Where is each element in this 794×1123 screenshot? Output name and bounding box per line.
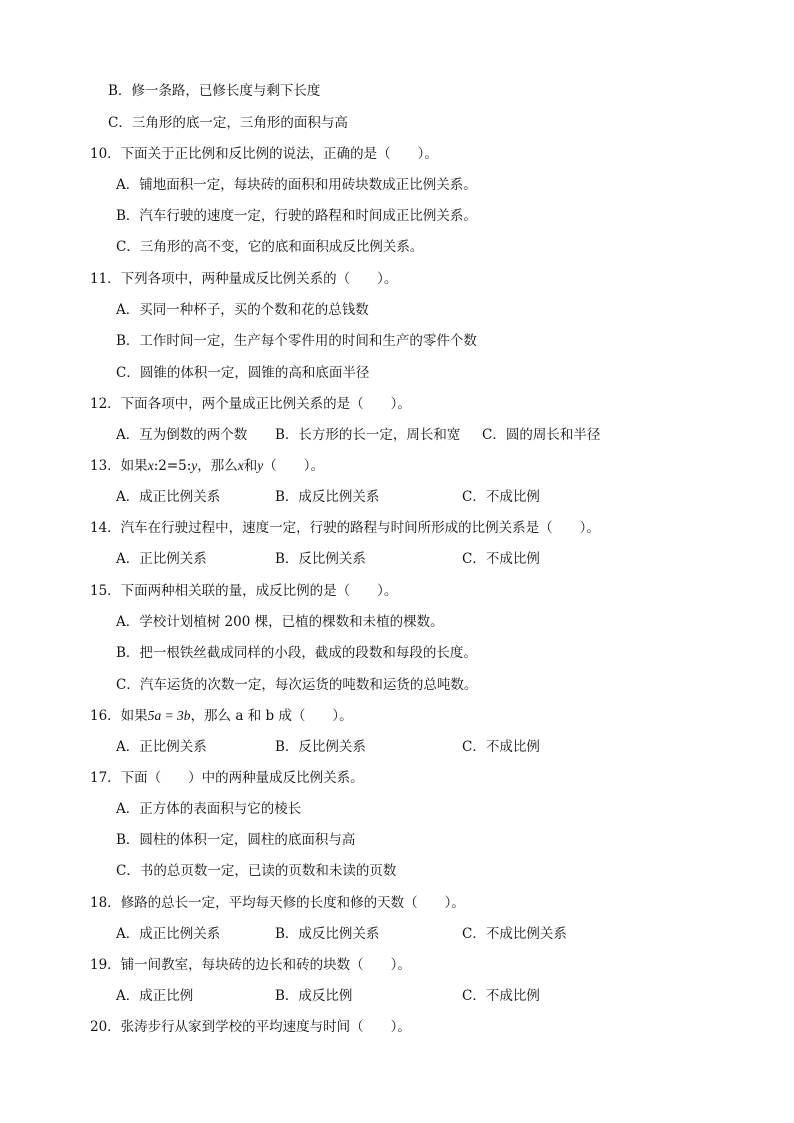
q13-var-y2: y [257,458,264,473]
q11-option-a: A．买同一种杯子，买的个数和花的总钱数 [116,302,369,318]
q14-option-b: B．反比例关系 [275,551,366,567]
q13-and: 和 [243,458,258,474]
q15-option-a: A．学校计划植树 200 棵，已植的棵数和未植的棵数。 [116,614,444,630]
question-17: 17．下面（ ）中的两种量成反比例关系。 [90,770,364,786]
q12-option-b: B．长方形的长一定，周长和宽 [275,427,461,443]
q19-option-a: A．成正比例 [116,988,194,1004]
q13-var-y: y [191,458,198,473]
q13-prefix: 13．如果 [90,458,148,474]
q16-equation: 5a = 3b [147,708,191,723]
question-13 [90,457,324,475]
q17-option-c: C．书的总页数一定，已读的页数和未读的页数 [116,863,397,879]
q16-option-b: B．反比例关系 [275,739,366,755]
q13-var-x2: x [237,458,244,473]
q10-option-a: A．铺地面积一定，每块砖的面积和用砖块数成正比例关系。 [116,177,477,193]
q14-option-a: A．正比例关系 [116,551,207,567]
q19-option-c: C．不成比例 [462,988,540,1004]
q16-suffix: ，那么 a 和 b 成（ ）。 [190,708,353,724]
q17-option-a: A．正方体的表面积与它的棱长 [116,801,302,817]
q13-option-c: C．不成比例 [462,489,540,505]
q13-option-a: A．成正比例关系 [116,489,221,505]
q13-mid: ，那么 [197,458,238,474]
question-14: 14．汽车在行驶过程中，速度一定，行驶的路程与时间所形成的比例关系是（ ）。 [90,520,600,536]
question-16 [90,707,353,725]
q18-option-b: B．成反比例关系 [275,926,380,942]
q14-option-c: C．不成比例 [462,551,540,567]
q11-option-c: C．圆锥的体积一定，圆锥的高和底面半径 [116,365,370,381]
q13-option-b: B．成反比例关系 [275,489,380,505]
q11-option-b: B．工作时间一定，生产每个零件用的时间和生产的零件个数 [116,333,477,349]
q16-option-a: A．正比例关系 [116,739,207,755]
q12-option-c: C．圆的周长和半径 [482,427,601,443]
q18-option-a: A．成正比例关系 [116,926,221,942]
q17-option-b: B．圆柱的体积一定，圆柱的底面积与高 [116,832,356,848]
question-20: 20．张涛步行从家到学校的平均速度与时间（ ）。 [90,1019,411,1035]
q9-option-c: C．三角形的底一定，三角形的面积与高 [108,115,348,131]
question-12: 12．下面各项中，两个量成正比例关系的是（ ）。 [90,396,411,412]
question-10: 10．下面关于正比例和反比例的说法，正确的是（ ）。 [90,146,438,162]
q9-option-b: B．修一条路，已修长度与剩下长度 [108,83,321,99]
q13-suffix: （ ）。 [263,458,325,474]
q19-option-b: B．成反比例 [275,988,353,1004]
q10-option-b: B．汽车行驶的速度一定，行驶的路程和时间成正比例关系。 [116,208,477,224]
question-18: 18．修路的总长一定，平均每天修的长度和修的天数（ ）。 [90,895,465,911]
q13-ratio: :2=5: [153,458,192,474]
q15-option-b: B．把一根铁丝截成同样的小段，截成的段数和每段的长度。 [116,645,477,661]
q15-option-c: C．汽车运货的次数一定，每次运货的吨数和运货的总吨数。 [116,677,478,693]
question-19: 19．铺一间教室，每块砖的边长和砖的块数（ ）。 [90,957,411,973]
q10-option-c: C．三角形的高不变，它的底和面积成反比例关系。 [116,239,424,255]
q18-option-c: C．不成比例关系 [462,926,567,942]
q16-option-c: C．不成比例 [462,739,540,755]
question-11: 11．下列各项中，两种量成反比例关系的（ ）。 [90,271,398,287]
question-15: 15．下面两种相关联的量，成反比例的是（ ）。 [90,583,398,599]
q13-var-x: x [147,458,154,473]
q16-prefix: 16．如果 [90,708,148,724]
q12-option-a: A．互为倒数的两个数 [116,427,248,443]
